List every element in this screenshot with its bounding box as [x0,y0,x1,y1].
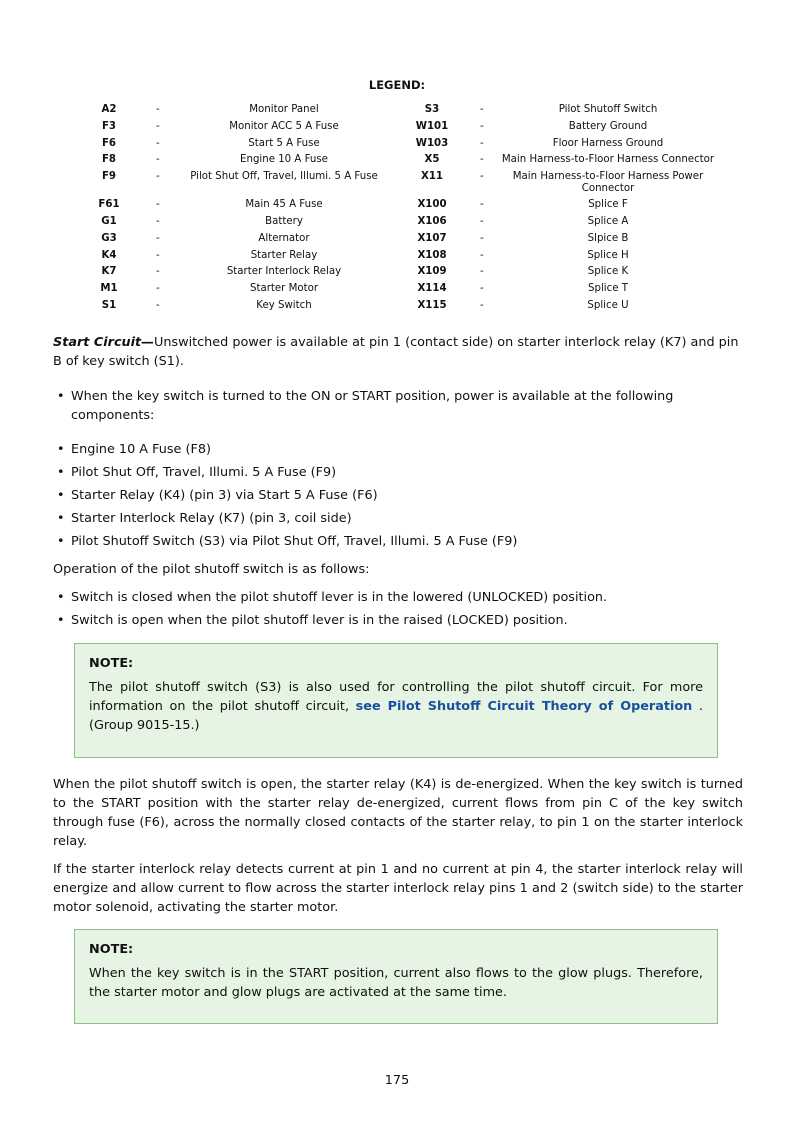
start-circuit-heading: Start Circuit— [53,335,154,350]
legend-description: Monitor ACC 5 A Fuse [229,120,339,132]
start-circuit-text: Unswitched power is available at pin 1 (contact side) on starter interlock relay (K7) and pin B of key switch (S1). [53,335,739,369]
note-box [74,643,718,758]
legend-description: Splice F [588,199,628,211]
list-item: • Switch is closed when the pilot shutoff lever is in the lowered (UNLOCKED) position. [57,590,608,605]
legend-separator: - [156,171,160,183]
legend-code: A2 [101,104,117,115]
legend-separator: - [480,215,484,227]
legend-description: Alternator [258,232,310,244]
legend-description: Slpice B [587,232,629,244]
list-item: • Starter Relay (K4) (pin 3) via Start 5 A Fuse (F6) [57,488,378,503]
legend-description: Main Harness-to-Floor Harness Power Connector [512,171,704,195]
legend-separator: - [156,299,160,311]
legend-separator: - [480,299,484,311]
list-item: • Engine 10 A Fuse (F8) [57,442,211,457]
legend-description: Splice T [588,283,628,295]
page-number: 175 [384,1073,410,1088]
legend-row [78,154,738,171]
legend-description: Starter Interlock Relay [226,266,342,278]
legend-description: Engine 10 A Fuse [240,154,328,166]
note-title: NOTE: [89,656,134,671]
legend-description: Main Harness-to-Floor Harness Connector [501,154,715,166]
legend-code: K4 [101,249,117,261]
legend-code: S1 [101,299,117,311]
key-switch-bullet-text: When the key switch is turned to the ON or START position, power is available at the following components: [71,389,674,423]
legend-code: G1 [101,215,117,227]
component-item: Pilot Shut Off, Travel, Illumi. 5 A Fuse (F9) [71,465,337,480]
list-item: • Switch is open when the pilot shutoff lever is in the raised (LOCKED) position. [57,613,568,628]
operation-list [57,588,737,634]
legend-description: Key Switch [256,299,312,311]
legend-title: LEGEND: [368,78,426,92]
operation-intro: Operation of the pilot shutoff switch is as follows: [53,562,370,577]
component-item: Engine 10 A Fuse (F8) [71,442,211,457]
legend-code: F6 [101,137,117,149]
legend-description: Starter Motor [249,283,319,295]
legend-separator: - [156,137,160,149]
list-item: • Starter Interlock Relay (K7) (pin 3, coil side) [57,511,352,526]
legend-code: F3 [101,120,117,132]
note-text [89,678,703,735]
list-item: • Pilot Shut Off, Travel, Illumi. 5 A Fuse (F9) [57,465,337,480]
legend-separator: - [156,249,160,261]
legend-code: G3 [101,232,117,244]
legend-separator: - [480,249,484,261]
component-item: Pilot Shutoff Switch (S3) via Pilot Shut Off, Travel, Illumi. 5 A Fuse (F9) [71,534,518,549]
legend-description: Main 45 A Fuse [245,199,323,211]
note-text: When the key switch is in the START position, current also flows to the glow plugs. Therefore, the starter motor and glow plugs are activated at the same time. [89,966,703,1000]
legend-table [78,104,738,317]
legend-description: Starter Relay [250,249,318,261]
component-item: Starter Interlock Relay (K7) (pin 3, coil side) [71,511,352,526]
legend-row [78,199,738,216]
legend-code: W101 [415,120,449,132]
list-item: • When the key switch is turned to the ON or START position, power is available at the following components: [57,389,674,423]
legend-row [78,300,738,317]
legend-separator: - [156,232,160,244]
legend-row [78,138,738,155]
legend-separator: - [156,266,160,278]
operation-item: Switch is open when the pilot shutoff lever is in the raised (LOCKED) position. [71,613,568,628]
legend-description: Splice H [587,249,629,261]
legend-code: X115 [417,299,447,311]
components-list [57,440,737,555]
legend-row [78,121,738,138]
legend-separator: - [480,137,484,149]
legend-separator: - [480,232,484,244]
legend-description: Splice U [587,299,629,311]
legend-code: S3 [424,104,440,115]
legend-description: Splice K [587,266,629,278]
component-item: Starter Relay (K4) (pin 3) via Start 5 A Fuse (F6) [71,488,378,503]
list-item: • Pilot Shutoff Switch (S3) via Pilot Shut Off, Travel, Illumi. 5 A Fuse (F9) [57,534,518,549]
legend-separator: - [480,199,484,211]
legend-description: Battery [265,215,303,227]
legend-separator: - [156,215,160,227]
legend-description: Start 5 A Fuse [248,137,320,149]
legend-code: F8 [101,154,117,166]
legend-separator: - [480,104,484,115]
legend-description: Splice A [587,215,629,227]
start-circuit-paragraph [53,333,743,371]
legend-description: Monitor Panel [249,104,319,115]
legend-code: F61 [98,199,120,211]
legend-code: X114 [417,283,447,295]
legend-code: K7 [101,266,117,278]
note-title: NOTE: [89,942,134,957]
legend-code: X100 [417,199,447,211]
legend-code: W103 [415,137,449,149]
legend-code: X108 [417,249,447,261]
legend-code: X11 [420,171,444,183]
legend-row [78,233,738,250]
legend-description: Pilot Shut Off, Travel, Illumi. 5 A Fuse [190,171,378,183]
legend-code: X5 [424,154,440,166]
pilot-shutoff-circuit-link[interactable]: see Pilot Shutoff Circuit Theory of Operation [355,699,693,714]
note-box [74,929,718,1024]
legend-description: Floor Harness Ground [552,137,664,149]
note-text-before: The pilot shutoff switch (S3) is also used for controlling the pilot shutoff circuit. For more information on the pilot shutoff circuit, [89,680,703,714]
key-switch-bullet-list [57,387,737,429]
legend-row [78,216,738,233]
legend-row [78,250,738,267]
legend-code: X106 [417,215,447,227]
legend-separator: - [156,154,160,166]
legend-separator: - [480,120,484,132]
legend-code: X109 [417,266,447,278]
legend-row [78,171,738,199]
operation-item: Switch is closed when the pilot shutoff lever is in the lowered (UNLOCKED) position. [71,590,608,605]
legend-row [78,104,738,121]
interlock-relay-paragraph: If the starter interlock relay detects current at pin 1 and no current at pin 4, the starter interlock relay will energize and allow current to flow across the starter interlock relay pins 1 and 2 (switch side) to the starter motor solenoid, activating the starter motor. [53,862,743,915]
legend-row [78,283,738,300]
legend-separator: - [156,199,160,211]
legend-separator: - [480,154,484,166]
legend-code: X107 [417,232,447,244]
legend-separator: - [480,171,484,183]
legend-row [78,266,738,283]
legend-code: M1 [100,283,118,295]
legend-separator: - [480,266,484,278]
legend-separator: - [156,120,160,132]
pilot-switch-open-paragraph: When the pilot shutoff switch is open, the starter relay (K4) is de-energized. When the key switch is turned to the START position with the starter relay de-energized, current flows from pin C of the key switch through fuse (F6), across the normally closed contacts of the starter relay, to pin 1 on the starter interlock relay. [53,777,743,849]
legend-separator: - [156,283,160,295]
legend-description: Battery Ground [568,120,648,132]
legend-separator: - [156,104,160,115]
legend-code: F9 [101,171,117,183]
legend-description: Pilot Shutoff Switch [558,104,658,115]
note-text-after: . (Group 9015-15.) [89,699,703,733]
legend-separator: - [480,283,484,295]
